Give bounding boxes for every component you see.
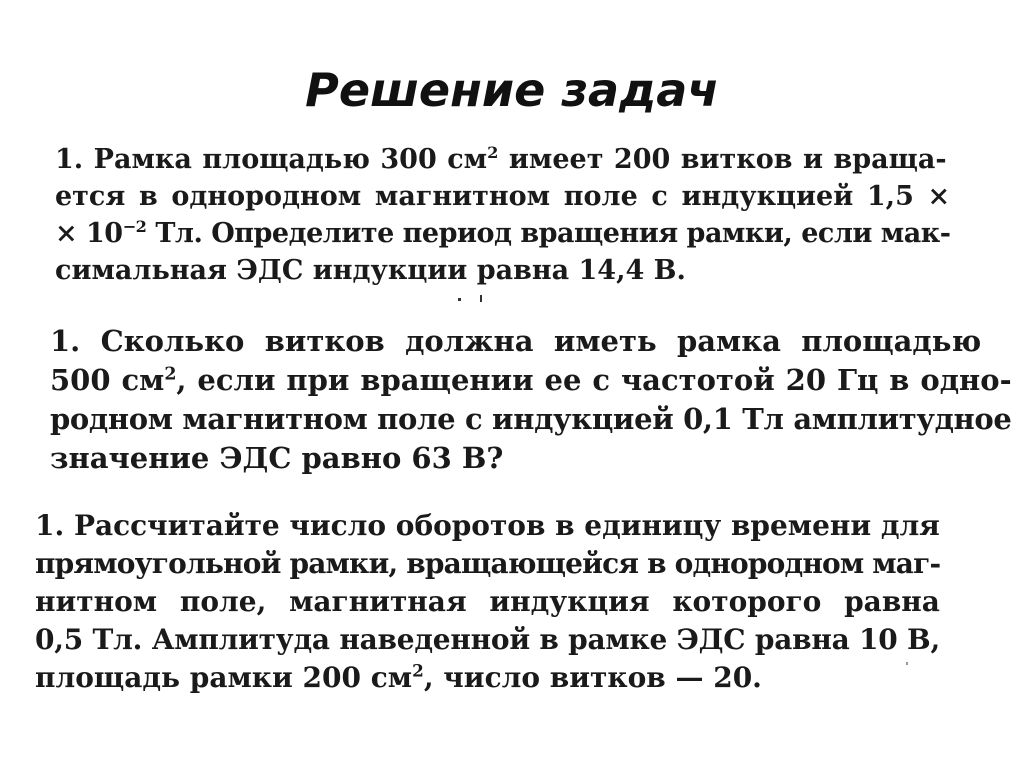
problem-1-line-2 [55, 178, 950, 215]
problem-3-line-1 [35, 507, 940, 545]
problem-3-number: 1. [35, 509, 65, 542]
page-title: Решение задач [305, 63, 719, 117]
text-segment: Тл. Определите период вращения рамки, если мак- [146, 218, 951, 249]
scan-speck [480, 295, 482, 302]
text-segment: Рассчитайте число оборотов в единицу времени для [73, 509, 940, 542]
text-segment: имеет 200 витков и враща- [498, 144, 947, 175]
text-segment: прямоугольной рамки, вращающейся в однородном маг- [35, 547, 941, 580]
problem-3 [35, 507, 940, 697]
problem-3-line-3 [35, 583, 940, 621]
text-segment: , число витков — 20. [423, 661, 762, 694]
problem-1-number: 1. [55, 144, 84, 175]
superscript: 2 [164, 364, 177, 385]
text-segment: 500 см [50, 363, 165, 397]
text-segment: × 10 [55, 218, 123, 249]
problem-2-line-4 [50, 439, 1012, 478]
scan-speck [458, 298, 461, 301]
problem-3-line-2 [35, 545, 940, 583]
problem-2-number: 1. [50, 324, 81, 358]
problem-1-line-1 [55, 141, 950, 178]
problem-2-line-2 [50, 361, 1012, 400]
problem-1-line-4 [55, 252, 950, 289]
superscript: −2 [122, 217, 147, 236]
text-segment: ется в однородном магнитном поле с индукцией 1,5 × [55, 181, 951, 212]
text-segment: Сколько витков должна иметь рамка площадью [100, 324, 982, 358]
problem-2-line-1 [50, 322, 1012, 361]
problem-1-line-3 [55, 215, 950, 252]
superscript: 2 [487, 143, 499, 162]
problem-1 [55, 141, 950, 289]
text-segment: нитном поле, магнитная индукция которого равна [35, 585, 940, 618]
problem-2 [50, 322, 1012, 478]
text-segment: симальная ЭДС индукции равна 14,4 В. [55, 255, 686, 286]
text-segment: , если при вращении ее с частотой 20 Гц в одно- [176, 363, 1012, 397]
text-segment: 0,5 Тл. Амплитуда наведенной в рамке ЭДС равна 10 В, [35, 623, 941, 656]
text-segment: площадь рамки 200 см [35, 661, 413, 694]
superscript: 2 [412, 660, 424, 681]
problem-2-line-3 [50, 400, 1012, 439]
problem-3-line-5 [35, 659, 940, 697]
problem-3-line-4 [35, 621, 940, 659]
text-segment: родном магнитном поле с индукцией 0,1 Тл амплитудное [50, 402, 1012, 436]
text-segment: Рамка площадью 300 см [93, 144, 488, 175]
text-segment: значение ЭДС равно 63 В? [50, 441, 504, 475]
scan-speck [906, 662, 908, 665]
